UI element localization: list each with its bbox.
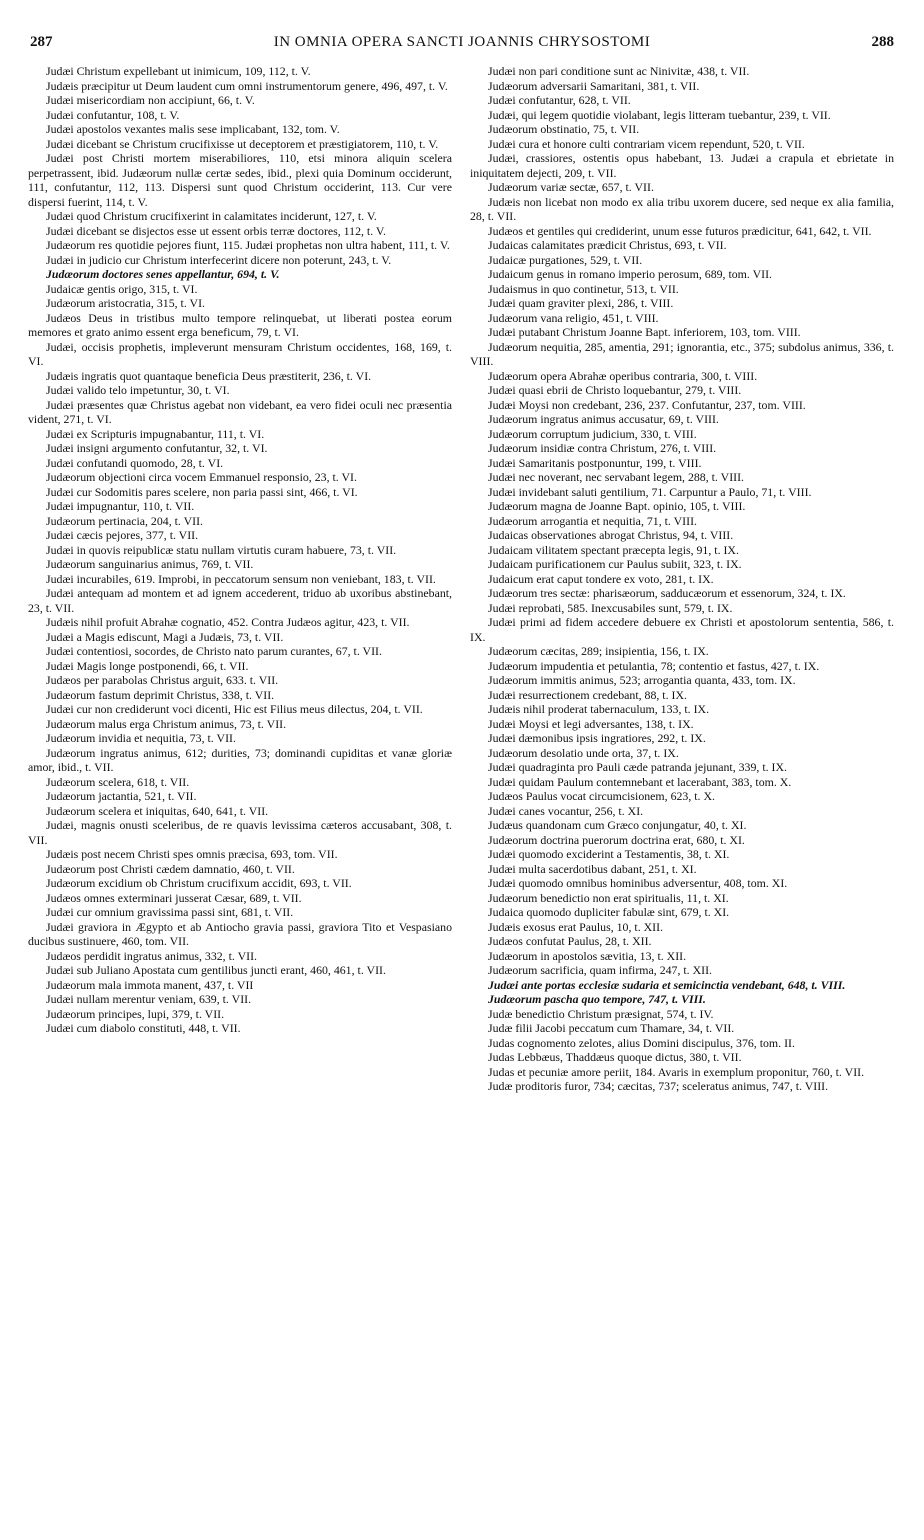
index-entry: Judæorum post Christi cædem damnatio, 460, t. VII. [46,861,295,876]
index-entry: Judæi quomodo omnibus hominibus adversentur, 408, tom. XI. [488,876,788,890]
running-title: IN OMNIA OPERA SANCTI JOANNIS CHRYSOSTOMI [273,34,651,50]
index-entry: Judæis nihil profuit Abrahæ cognatio, 452. Contra Judæos agitur, 423, t. VII. [46,615,410,629]
index-entry: Judæos confutat Paulus, 28, t. XII. [488,934,652,948]
index-entry: Judæorum benedictio non erat spiritualis, 11, t. XI. [488,890,729,905]
index-entry: Judæi Christum expellebant ut inimicum, 109, 112, t. V. [46,64,311,78]
index-entry: Judæis nihil proderat tabernaculum, 133, t. IX. [488,702,710,716]
index-entry: Judas Lebbæus, Thaddæus quoque dictus, 380, t. VII. [488,1050,742,1064]
index-entry: Judæi apostolos vexantes malis sese implicabant, 132, tom. V. [46,122,340,136]
page-header [30,34,894,58]
index-entry: Judæi quam graviter plexi, 286, t. VIII. [488,296,674,310]
index-entry: Judæi cur non crediderunt voci dicenti, Hic est Filius meus dilectus, 204, t. VII. [46,702,423,716]
index-entry: Judaicam purificationem cur Paulus subiit, 323, t. IX. [488,557,742,571]
index-entry: Judæi canes vocantur, 256, t. XI. [488,803,644,818]
index-entry: Judæorum in apostolos sævitia, 13, t. XII. [488,948,687,963]
index-entry: Judæos perdidit ingratus animus, 332, t. VII. [46,948,257,963]
left-column [28,64,452,1036]
index-entry: Judæi cur omnium gravissima passi sint, 681, t. VII. [46,905,294,919]
index-entry: Judæi sub Juliano Apostata cum gentilibus juncti erant, 460, 461, t. VII. [46,963,386,977]
index-entry: Judæi graviora in Ægypto et ab Antiocho gravia passi, graviora Tito et Vespasiano ducibus sustinuere, 460, tom. VII. [28,919,452,948]
index-entry: Judæi in judicio cur Christum interfecerint dicere non poterunt, 243, t. V. [46,252,392,267]
index-entry: Judæi quod Christum crucifixerint in calamitates inciderunt, 127, t. V. [46,209,377,223]
index-entry: Judæorum malus erga Christum animus, 73, t. VII. [46,716,287,731]
index-entry: Judæorum cæcitas, 289; insipientia, 156, t. IX. [488,644,709,658]
index-entry: Judæorum impudentia et petulantia, 78; contentio et fastus, 427, t. IX. [488,658,820,673]
index-entry: Judæorum res quotidie pejores fiunt, 115. Judæi prophetas non ultra habent, 111, t. V. [46,238,450,252]
index-entry: Judæi primi ad fidem accedere debuere ex Christi et apostolorum sententia, 586, t. IX. [470,615,894,644]
index-entry: Judæos per parabolas Christus arguit, 633. t. VII. [46,673,279,687]
index-entry: Judæi quidam Paulum contemnebant et lacerabant, 383, tom. X. [488,774,792,789]
right-column [470,64,894,1094]
index-entry: Judæorum pascha quo tempore, 747, t. VIII. [488,992,706,1006]
index-entry: Judæi contentiosi, socordes, de Christo nato parum curantes, 67, t. VII. [46,644,382,658]
index-entry: Judæi Samaritanis postponuntur, 199, t. VIII. [488,455,702,470]
index-entry: Judæi multa sacerdotibus dabant, 251, t. XI. [488,861,697,876]
index-entry: Judæus quandonam cum Græco conjungatur, 40, t. XI. [488,818,747,832]
index-entry: Judæorum scelera et iniquitas, 640, 641, t. VII. [46,803,269,818]
index-entry: Judæi misericordiam non accipiunt, 66, t. V. [46,93,255,107]
index-entry: Judæorum objectioni circa vocem Emmanuel responsio, 23, t. VI. [46,470,357,484]
index-entry: Judæi ex Scripturis impugnabantur, 111, t. VI. [46,426,265,441]
index-entry: Judaicæ purgationes, 529, t. VII. [488,252,643,267]
index-entry: Judæos et gentiles qui crediderint, unum esse futuros prædicitur, 641, 642, t. VII. [488,223,872,238]
index-entry: Judæi cur Sodomitis pares scelere, non paria passi sint, 466, t. VI. [46,484,358,499]
index-entry: Judæorum scelera, 618, t. VII. [46,774,190,789]
index-entry: Judæorum immitis animus, 523; arrogantia quanta, 433, tom. IX. [488,673,796,687]
index-entry: Judæis exosus erat Paulus, 10, t. XII. [488,919,664,934]
index-entry: Judæorum invidia et nequitia, 73, t. VII. [46,731,236,745]
index-entry: Judæorum pertinacia, 204, t. VII. [46,513,204,528]
index-entry: Judæi confutandi quomodo, 28, t. VI. [46,455,224,470]
index-entry: Judæos omnes exterminari jusserat Cæsar, 689, t. VII. [46,890,302,905]
index-entry: Judæi reprobati, 585. Inexcusabiles sunt, 579, t. IX. [488,600,733,615]
index-entry: Judæi quomodo exciderint a Testamentis, 38, t. XI. [488,847,730,861]
index-entry: Judæi cæcis pejores, 377, t. VII. [46,528,199,542]
index-entry: Judæorum insidiæ contra Christum, 276, t. VIII. [488,441,717,455]
index-entry: Judæorum obstinatio, 75, t. VII. [488,122,640,136]
index-entry: Judæi resurrectionem credebant, 88, t. IX. [488,687,687,702]
index-entry: Judæ benedictio Christum præsignat, 574, t. IV. [488,1006,714,1021]
index-entry: Judaicum erat caput tondere ex voto, 281, t. IX. [488,571,714,586]
index-entry: Judæorum sanguinarius animus, 769, t. VII. [46,557,254,571]
index-entry: Judæi quadraginta pro Pauli cæde patranda jejunant, 339, t. IX. [488,760,787,774]
index-entry: Judæorum doctores senes appellantur, 694, t. V. [46,267,280,281]
index-entry: Judæi, occisis prophetis, impleverunt mensuram Christum occidentes, 168, 169, t. VI. [28,339,452,368]
index-entry: Judæorum doctrina puerorum doctrina erat, 680, t. XI. [488,832,745,847]
index-entry: Judaismus in quo continetur, 513, t. VII. [488,281,679,296]
index-entry: Judæorum adversarii Samaritani, 381, t. VII. [488,78,700,93]
index-entry: Judæi incurabiles, 619. Improbi, in peccatorum sensum non veniebant, 183, t. VII. [46,571,436,586]
index-entry: Judæorum vana religio, 451, t. VIII. [488,310,659,325]
index-entry: Judaicæ gentis origo, 315, t. VI. [46,281,198,296]
index-entry: Judæis non licebat non modo ex alia tribu uxorem ducere, sed neque ex alia familia, 28, t. VII. [470,194,894,223]
index-entry: Judas cognomento zelotes, alius Domini discipulus, 376, tom. II. [488,1035,795,1050]
index-entry: Judæi in quovis reipublicæ statu nullam virtutis curam habuere, 73, t. VII. [46,542,397,557]
index-entry: Judæi valido telo impetuntur, 30, t. VI. [46,383,230,397]
index-entry: Judæi cum diabolo constituti, 448, t. VII. [46,1021,241,1035]
index-entry: Judaicam vilitatem spectant præcepta legis, 91, t. IX. [488,542,739,557]
index-entry: Judæi nec noverant, nec servabant legem, 288, t. VIII. [488,470,744,484]
index-entry: Judæi cura et honore culti contrariam vicem rependunt, 520, t. VII. [488,136,805,151]
index-entry: Judæi non pari conditione sunt ac Ninivitæ, 438, t. VII. [488,64,750,78]
index-entry: Judæorum arrogantia et nequitia, 71, t. VIII. [488,513,697,528]
index-entry: Judæi dæmonibus ipsis ingratiores, 292, t. IX. [488,731,706,745]
index-entry: Judæorum corruptum judicium, 330, t. VIII. [488,426,697,441]
index-entry: Judaicas calamitates prædicit Christus, 693, t. VII. [488,238,727,252]
index-entry: Judæi Magis longe postponendi, 66, t. VII. [46,658,249,673]
index-entry: Judæorum tres sectæ: pharisæorum, sadducæorum et essenorum, 324, t. IX. [488,586,846,600]
index-entry: Judæis ingratis quot quantaque beneficia Deus præstiterit, 236, t. VI. [46,368,372,383]
index-entry: Judaica quomodo dupliciter fabulæ sint, 679, t. XI. [488,905,730,919]
index-entry: Judæorum variæ sectæ, 657, t. VII. [488,180,654,194]
index-entry: Judæi antequam ad montem et ad ignem accederent, triduo ab uxoribus abstinebant, 23, t. VII. [28,586,452,615]
index-entry: Judæi confutantur, 108, t. V. [46,107,180,122]
index-entry: Judæorum excidium ob Christum crucifixum accidit, 693, t. VII. [46,876,352,890]
index-entry: Judaicas observationes abrogat Christus, 94, t. VIII. [488,528,734,542]
index-entry: Judæi insigni argumento confutantur, 32, t. VI. [46,441,268,455]
index-entry: Judæi quasi ebrii de Christo loquebantur, 279, t. VIII. [488,383,742,397]
index-entry: Judæ filii Jacobi peccatum cum Thamare, 34, t. VII. [488,1021,735,1035]
index-entry: Judæorum ingratus animus accusatur, 69, t. VIII. [488,412,719,426]
index-entry: Judæi a Magis ediscunt, Magi a Judæis, 73, t. VII. [46,629,284,644]
index-entry: Judæorum principes, lupi, 379, t. VII. [46,1006,225,1021]
index-entry: Judas et pecuniæ amore periit, 184. Avaris in exemplum proponitur, 760, t. VII. [488,1064,865,1079]
index-entry: Judæi dicebant se Christum crucifixisse ut deceptorem et præstigiatorem, 110, t. V. [46,136,439,151]
index-entry: Judæi Moysi non credebant, 236, 237. Confutantur, 237, tom. VIII. [488,397,806,412]
index-entry: Judæi invidebant saluti gentilium, 71. Carpuntur a Paulo, 71, t. VIII. [488,484,812,499]
index-entry: Judæi Moysi et legi adversantes, 138, t. IX. [488,716,694,731]
index-entry: Judæorum jactantia, 521, t. VII. [46,789,197,803]
index-entry: Judæos Deus in tristibus multo tempore relinquebat, ut liberati postea eorum memores et grato animo essent erga beneficum, 79, t. VI. [28,310,452,339]
index-entry: Judæis post necem Christi spes omnis præcisa, 693, tom. VII. [46,847,338,861]
index-entry: Judæi post Christi mortem miserabiliores, 110, etsi minora aliquin scelera perpetrassent, ibid. Judæorum nullæ certæ sedes, ibid., plexi quia Dominum occiderunt, 111, confutantur, 112, 113. Dispersi sunt quod Christum occiderint, 113. Cur vere dispersi fuerint, 114, t. V. [28,151,452,209]
index-entry: Judæorum aristocratia, 315, t. VI. [46,296,205,310]
index-entry: Judæorum opera Abrahæ operibus contraria, 300, t. VIII. [488,368,758,383]
index-entry: Judæos Paulus vocat circumcisionem, 623, t. X. [488,789,715,803]
index-entry: Judæi ante portas ecclesiæ sudaria et semicinctia vendebant, 648, t. VIII. [488,977,846,992]
index-entry: Judæi impugnantur, 110, t. VII. [46,499,195,513]
index-entry: Judæorum ingratus animus, 612; durities, 73; dominandi cupiditas et vanæ gloriæ amor, ibid., t. VII. [28,745,452,774]
index-entry: Judæis præcipitur ut Deum laudent cum omni instrumentorum genere, 496, 497, t. V. [46,78,448,93]
index-entry: Judæi putabant Christum Joanne Bapt. inferiorem, 103, tom. VIII. [488,325,801,339]
index-entry: Judæ proditoris furor, 734; cæcitas, 737; sceleratus animus, 747, t. VIII. [488,1079,829,1093]
index-entry: Judæi confutantur, 628, t. VII. [488,93,631,107]
index-entry: Judæorum mala immota manent, 437, t. VII [46,977,254,992]
right-page-number: 288 [871,34,894,50]
index-entry: Judæorum nequitia, 285, amentia, 291; ignorantia, etc., 375; subdolus animus, 336, t. VIII. [470,339,894,368]
index-entry: Judæorum sacrificia, quam infirma, 247, t. XII. [488,963,712,977]
index-entry: Judæi dicebant se disjectos esse ut essent orbis terræ doctores, 112, t. V. [46,223,386,238]
index-entry: Judæorum fastum deprimit Christus, 338, t. VII. [46,687,275,702]
index-entry: Judæorum desolatio unde orta, 37, t. IX. [488,745,679,760]
index-entry: Judæi, crassiores, ostentis opus habebant, 13. Judæi a crapula et ebrietate in iniquitatem dejecti, 209, t. VII. [470,151,894,180]
index-entry: Judæi, qui legem quotidie violabant, legis litteram tuebantur, 239, t. VII. [488,107,831,122]
index-entry: Judaicum genus in romano imperio perosum, 689, tom. VII. [488,267,772,281]
index-entry: Judæi nullam merentur veniam, 639, t. VII. [46,992,252,1006]
left-page-number: 287 [30,34,53,50]
index-entry: Judæi, magnis onusti sceleribus, de re quavis levissima cæteros accusabant, 308, t. VII. [28,818,452,847]
index-entry: Judæorum magna de Joanne Bapt. opinio, 105, t. VIII. [488,499,746,513]
index-entry: Judæi præsentes quæ Christus agebat non videbant, ea vero fidei oculi nec præsentia vident, 271, t. VI. [28,397,452,426]
